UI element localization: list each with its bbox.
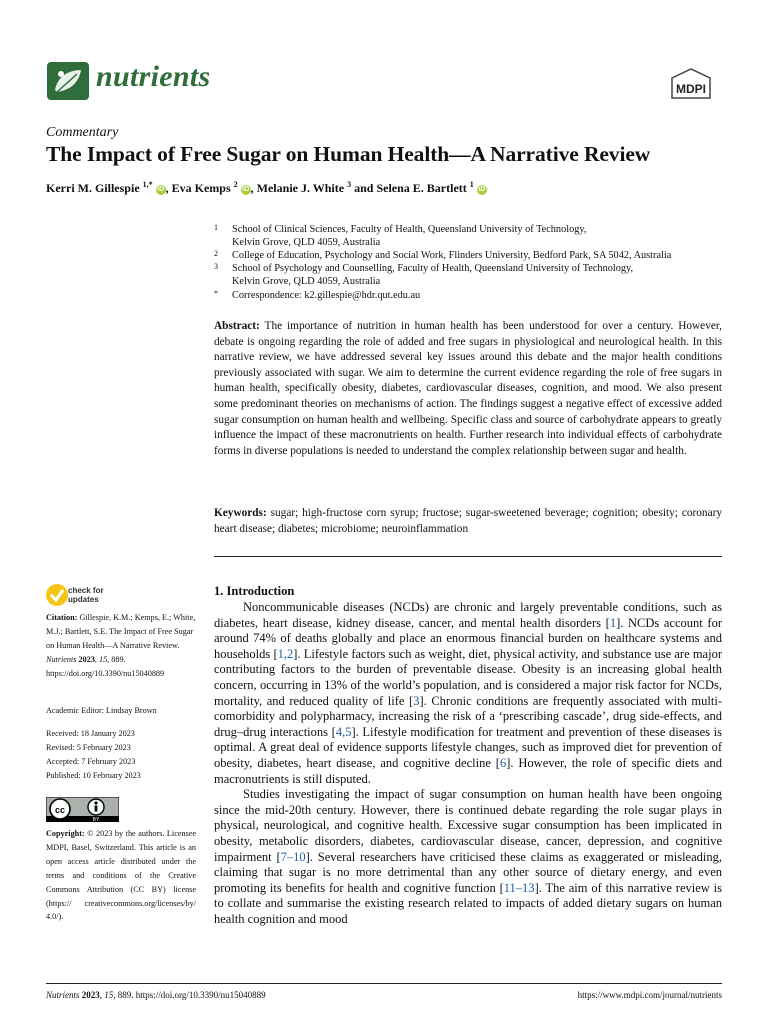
author-separator: ,	[165, 181, 172, 195]
check-updates-line1: check for	[68, 586, 104, 595]
paragraph	[214, 787, 722, 927]
text-run: ]. NCDs account for around 74% of deaths globally and place an enormous financial burden on healthcare systems and households [	[214, 615, 722, 661]
citation-text: Gillespie, K.M.; Kemps, E.; White, M.J.; Bartlett, S.E. The Impact of Free Sugar on Human Health—A Narrative Review.	[46, 613, 196, 650]
received-date: Received: 18 January 2023	[46, 729, 135, 738]
copyright-notice	[46, 827, 196, 924]
author-affiliation-marker: 1	[469, 180, 474, 189]
copyright-label: Copyright:	[46, 829, 85, 838]
accepted-date: Accepted: 7 February 2023	[46, 757, 136, 766]
affiliation	[214, 262, 734, 288]
author-affiliation-marker: 3	[347, 180, 352, 189]
orcid-icon[interactable]: iD	[478, 186, 486, 193]
cc-by-label: BY	[92, 817, 100, 822]
footer-volume: 15	[104, 990, 114, 1000]
check-for-updates-label[interactable]	[68, 586, 104, 604]
article-title: The Impact of Free Sugar on Human Health—A Narrative Review	[46, 142, 651, 166]
citation-doi[interactable]: 889. https://doi.org/10.3390/nu15040889	[46, 654, 165, 678]
footer-journal-url[interactable]: https://www.mdpi.com/journal/nutrients	[577, 990, 722, 1000]
author-separator: ,	[250, 181, 257, 195]
article-type: Commentary	[46, 125, 119, 140]
copyright-text: © 2023 by the authors. Licensee MDPI, Basel, Switzerland. This article is an open access article distributed under the terms and conditions of the Creative Commons Attribution (CC BY) license (https:// creativecommons.org/licenses/by/ 4.0/).	[46, 829, 197, 922]
text-run: ]. The aim of this narrative review is to collate and summarise the existing research related to impacts of added dietary sugars on human health cognition and mood	[214, 880, 722, 926]
affiliation-number: 3	[214, 262, 218, 271]
nutrients-logo-icon	[47, 62, 89, 100]
footer-doi[interactable]: , 889. https://doi.org/10.3390/nu15040889	[113, 990, 266, 1000]
journal-name[interactable]: nutrients	[96, 60, 211, 93]
cc-by-icon[interactable]	[46, 797, 119, 822]
correspondence	[214, 289, 734, 302]
affiliation-text-line2: Kelvin Grove, QLD 4059, Australia	[232, 276, 381, 287]
affiliation	[214, 223, 734, 249]
author-affiliation-marker: 1,*	[142, 180, 153, 189]
text-run: Studies investigating the impact of sugar consumption on human health have been ongoing since the mid-20th century. However, there is continued debate regarding the role sugar plays in physical, neurological, and cognitive health. Excessive sugar consumption has been implicated in obesity, metabolic disorders, diabetes, cardiovascular disease, cancer, depression, and cognitive impairment [	[214, 787, 722, 864]
affiliation-text: School of Psychology and Counselling, Faculty of Health, Queensland University of Technology,	[232, 263, 634, 274]
footer-divider	[46, 983, 722, 984]
divider	[214, 556, 722, 557]
mdpi-logo-icon[interactable]	[666, 68, 716, 102]
citation-link[interactable]: 7–10	[280, 849, 306, 864]
affiliation-text-line2: Kelvin Grove, QLD 4059, Australia	[232, 237, 381, 248]
keywords	[214, 506, 722, 537]
affiliation-text: School of Clinical Sciences, Faculty of Health, Queensland University of Technology,	[232, 224, 587, 235]
author-name[interactable]: Eva Kemps	[171, 181, 231, 195]
citation-link[interactable]: 1	[609, 615, 617, 630]
text-run: ]. Lifestyle factors such as weight, diet, physical activity, and substance use are major contributing factors to the burden of preventable disease. Obesity is an increasing global health concern, occurring in 13% of the world’s population, and is considered a major risk factor for NCDs, mortality, and reduced quality of life [	[214, 646, 722, 708]
footer-citation: Nutrients 2023, 15, 889. https://doi.org/10.3390/nu15040889	[46, 990, 266, 1000]
author-affiliation-marker: 2	[233, 180, 238, 189]
author-name[interactable]: Kerri M. Gillespie	[46, 181, 140, 195]
citation-volume: 15	[99, 654, 108, 664]
published-date: Published: 10 February 2023	[46, 771, 141, 780]
text-run: ]. However, the role of specific diets and macronutrients is still disputed.	[214, 755, 722, 786]
author-name[interactable]: Melanie J. White	[256, 181, 345, 195]
citation-link[interactable]: 3	[413, 693, 420, 708]
orcid-icon[interactable]: iD	[242, 186, 250, 193]
text-run: ]. Chronic conditions are frequently associated with multi-comorbidity and polypharmacy, increasing the risk of a ‘prescribing cascade’, drug side-effects, and drug–drug interactions [	[214, 693, 722, 739]
author-separator: and	[351, 181, 377, 195]
citation-link[interactable]: 1,2	[277, 646, 294, 661]
abstract-text: The importance of nutrition in human health has been understood for over a century. However, debate is ongoing regarding the role of added and free sugars in physiological and neurological health. In this narrative review, we have addressed several key issues around this debate and the major health conditions previously associated with sugar. We aim to determine the current evidence regarding the role of free sugars in human health, specifically obesity, diabetes, cardiovascular diseases, cognition, and mood. We also present some predominant theories on mechanisms of action. The findings suggest a negative effect of excessive added sugar consumption on human health and wellbeing. Specific class and source of carbohydrate appears to greatly influence the impact of these macronutrients on health. Further research into individual effects of carbohydrate forms in diverse populations is needed to understand the complex relationship between sugar and health.	[214, 320, 722, 457]
abstract	[214, 319, 722, 459]
academic-editor: Academic Editor: Lindsay Brown	[46, 706, 157, 715]
mdpi-logo-text: MDPI	[676, 82, 706, 96]
affiliation-text: College of Education, Psychology and Social Work, Flinders University, Bedford Park, SA 5042, Australia	[232, 250, 672, 261]
citation-link[interactable]: 6	[499, 755, 507, 770]
keywords-text: sugar; high-fructose corn syrup; fructose; sugar-sweetened beverage; cognition; obesity; coronary heart disease; diabetes; microbiome; neuroinflammation	[214, 507, 723, 535]
citation-block: Citation: Gillespie, K.M.; Kemps, E.; White, M.J.; Bartlett, S.E. The Impact of Free Sugar on Human Health—A Narrative Review. Nutrients 2023, 15, 889. https://doi.org/10.3390/nu15040889	[46, 613, 196, 678]
footer-journal: Nutrients	[46, 990, 80, 1000]
footer-year: 2023	[81, 990, 100, 1000]
author-list	[46, 180, 487, 196]
body-text	[214, 600, 722, 927]
correspondence-text[interactable]: Correspondence: k2.gillespie@hdr.qut.edu.au	[232, 290, 421, 301]
citation-journal: Nutrients	[46, 654, 77, 664]
svg-text:cc: cc	[54, 805, 66, 815]
citation-link[interactable]: 4,5	[335, 724, 352, 739]
check-updates-line2: updates	[68, 595, 99, 604]
citation-link[interactable]: 11–13	[503, 880, 535, 895]
affiliation-number: 1	[214, 223, 218, 232]
text-run: ]. Lifestyle modification for treatment and prevention of these diseases is optimal. A great deal of evidence supports lifestyle changes, such as improved diet for prevention of obesity, diabetes, heart disease, and cognitive decline [	[214, 724, 722, 770]
keywords-label: Keywords:	[214, 507, 267, 519]
revised-date: Revised: 5 February 2023	[46, 743, 131, 752]
citation-year: 2023	[78, 654, 95, 664]
paragraph	[214, 600, 722, 787]
citation-label: Citation:	[46, 613, 78, 622]
section-heading: 1. Introduction	[214, 584, 295, 598]
orcid-icon[interactable]: iD	[157, 186, 165, 193]
author-name[interactable]: Selena E. Bartlett	[376, 181, 467, 195]
text-run: Noncommunicable diseases (NCDs) are chronic and largely preventable conditions, such as diabetes, heart disease, kidney disease, cancer, and mental health disorders [	[214, 600, 722, 630]
affiliation-number: *	[214, 289, 218, 298]
text-run: ]. Several researchers have criticised these claims as exaggerated or misleading, claiming that sugar is no more detrimental than any other source of dietary energy, and even promoting its benefits for health and cognitive function [	[214, 849, 722, 895]
affiliation	[214, 249, 734, 262]
abstract-label: Abstract:	[214, 320, 260, 332]
affiliation-number: 2	[214, 249, 218, 258]
